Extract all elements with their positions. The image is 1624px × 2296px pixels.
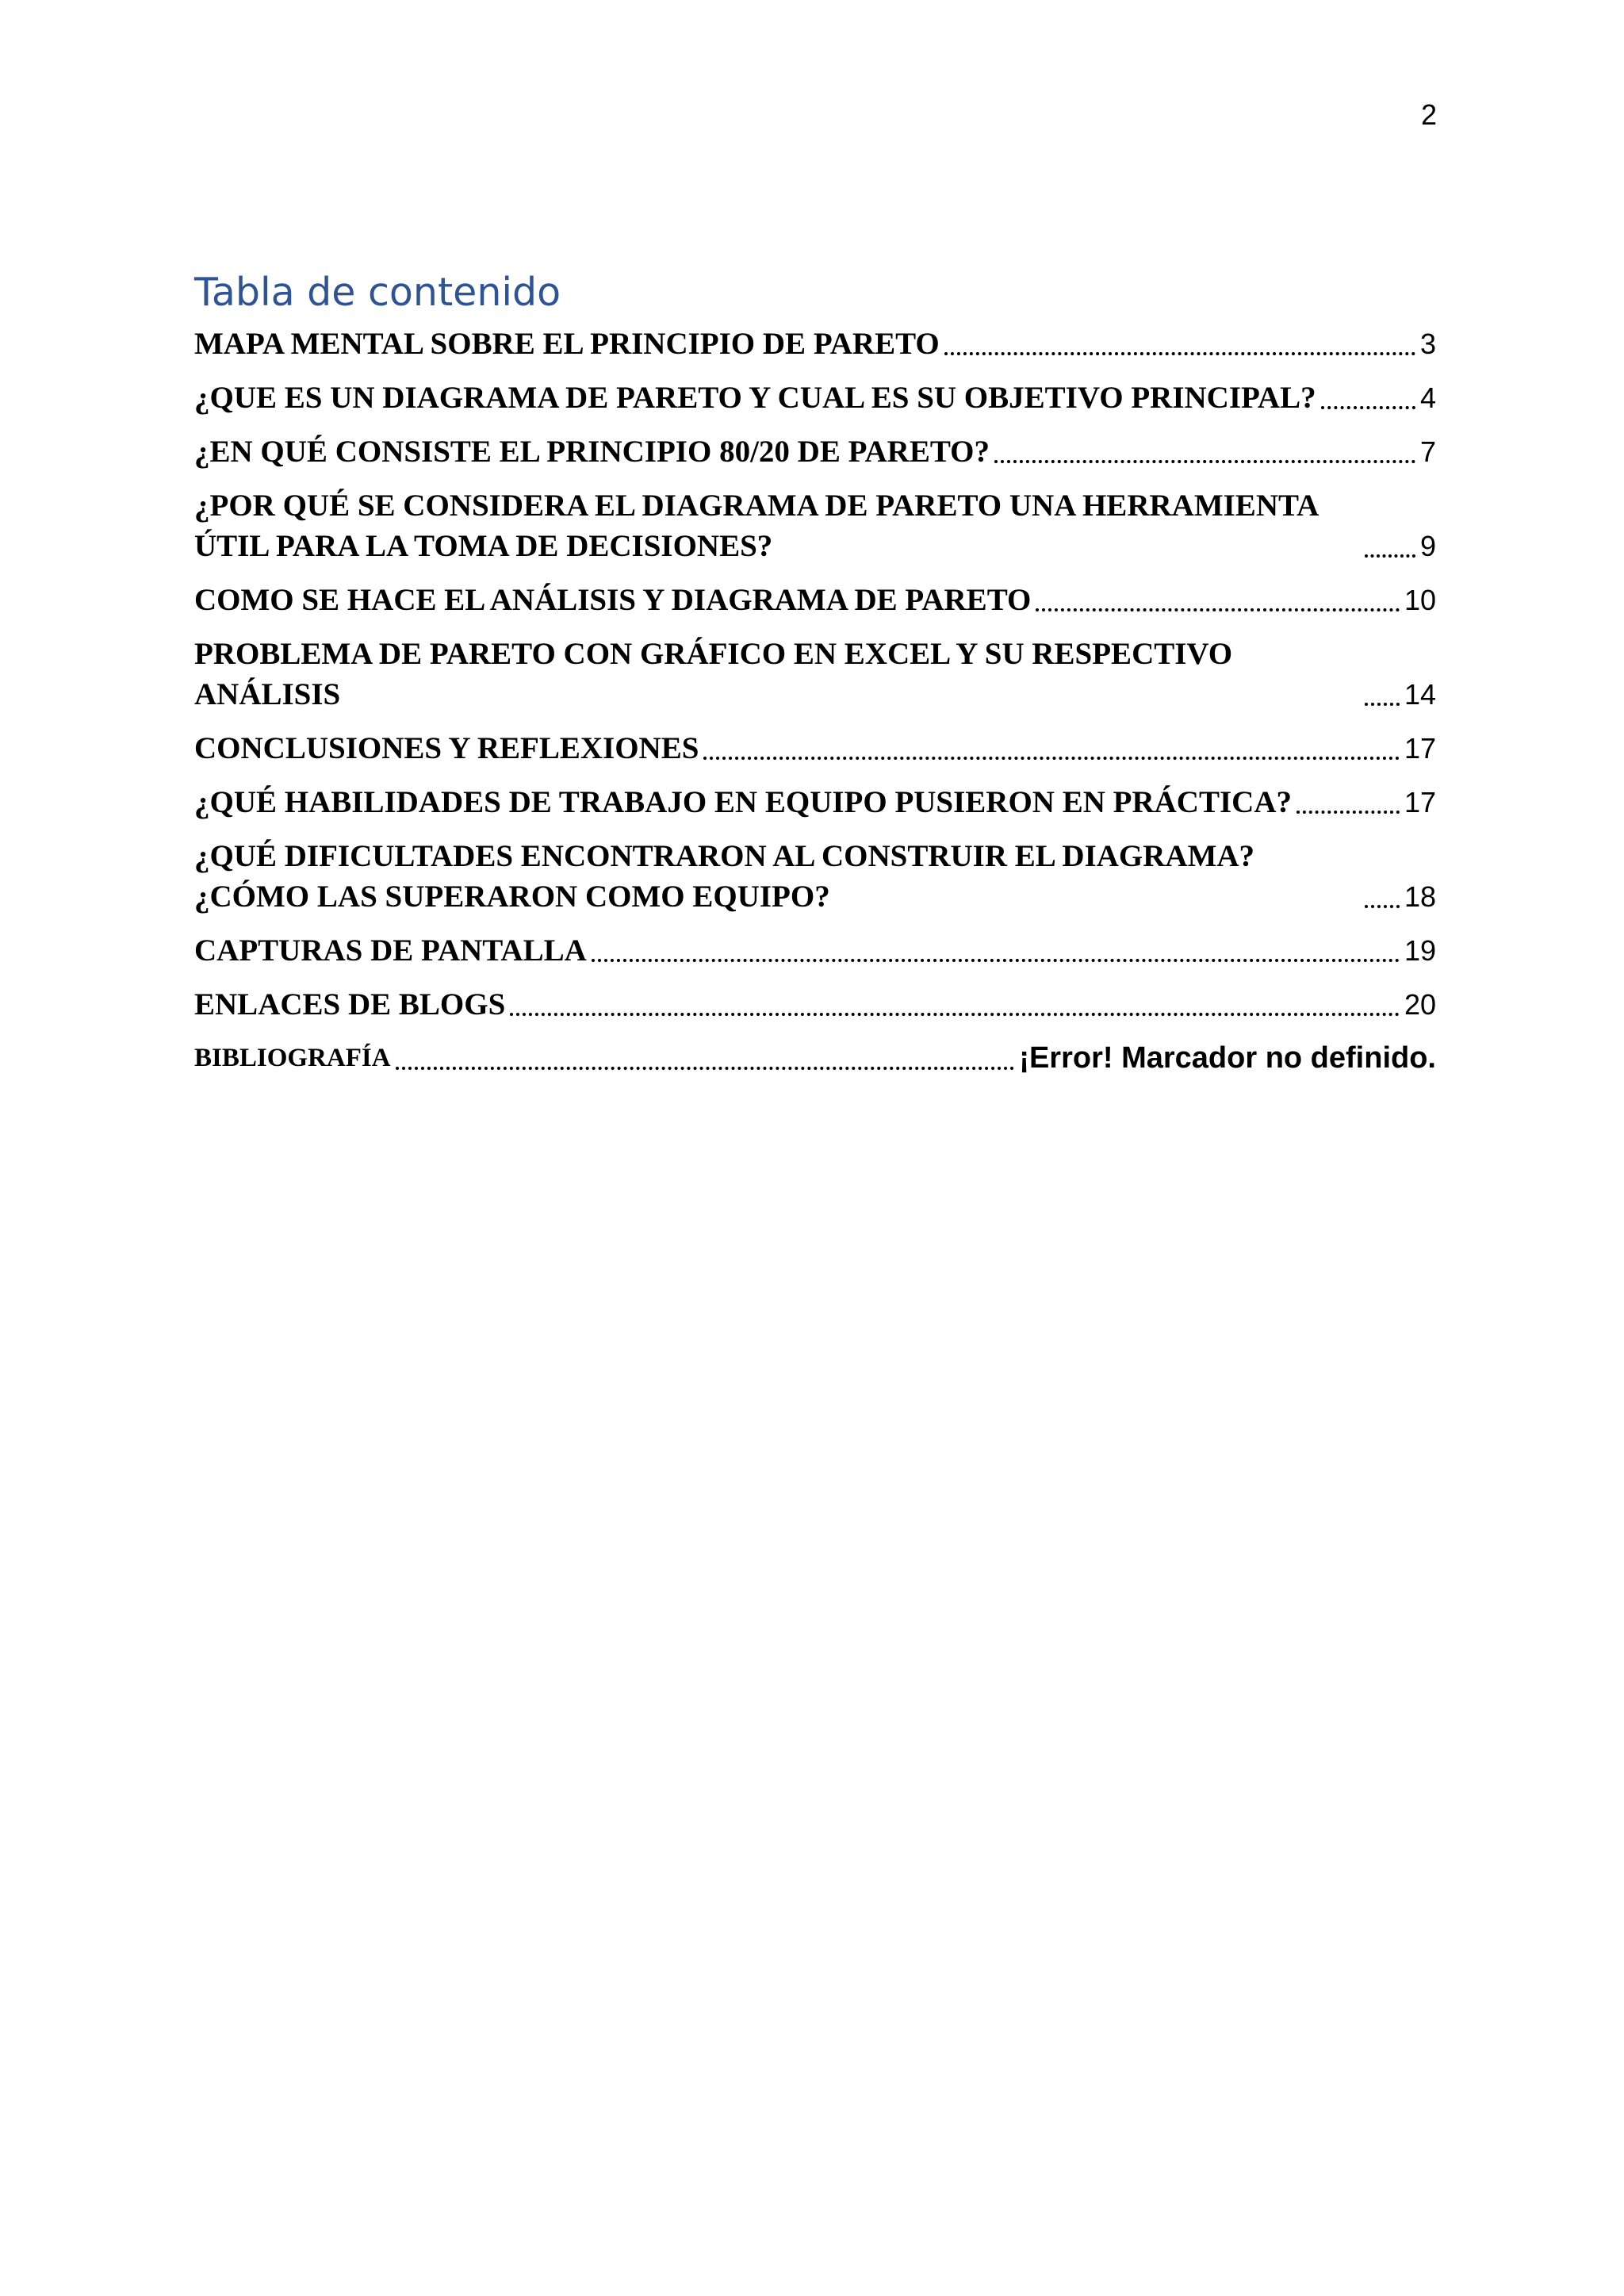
toc-entry-page: 3 [1419, 328, 1436, 360]
toc-entry-title: ¿QUE ES UN DIAGRAMA DE PARETO Y CUAL ES SU OBJETIVO PRINCIPAL? [194, 381, 1316, 415]
toc-leader-dots [703, 757, 1400, 760]
toc-entry-title: MAPA MENTAL SOBRE EL PRINCIPIO DE PARETO [194, 327, 940, 361]
toc-leader-dots [1365, 905, 1400, 908]
toc-entry[interactable] [194, 984, 1436, 1025]
toc-entry[interactable] [194, 930, 1436, 971]
toc-leader-dots [510, 1013, 1400, 1016]
toc-entry-page: 14 [1404, 678, 1436, 711]
toc-entry[interactable] [194, 782, 1436, 822]
page-number: 2 [1420, 98, 1437, 131]
table-of-contents [194, 324, 1436, 1092]
toc-leader-dots [1297, 811, 1400, 814]
toc-entry[interactable] [194, 485, 1436, 566]
toc-leader-dots [1365, 554, 1415, 558]
toc-entry-title: ¿QUÉ DIFICULTADES ENCONTRARON AL CONSTRUIR EL DIAGRAMA? ¿CÓMO LAS SUPERARON COMO EQUIPO? [194, 839, 1255, 914]
toc-entry-title: ENLACES DE BLOGS [194, 987, 506, 1022]
toc-entry-title: CONCLUSIONES Y REFLEXIONES [194, 731, 699, 765]
toc-entry-page: 10 [1404, 584, 1436, 616]
toc-entry-page: 4 [1419, 381, 1436, 414]
toc-entry[interactable] [194, 1038, 1436, 1079]
toc-leader-dots [592, 959, 1400, 962]
toc-entry[interactable] [194, 580, 1436, 620]
toc-entry-title: COMO SE HACE EL ANÁLISIS Y DIAGRAMA DE PARETO [194, 583, 1032, 617]
toc-entry-title: ¿QUÉ HABILIDADES DE TRABAJO EN EQUIPO PUSIERON EN PRÁCTICA? [194, 785, 1292, 819]
toc-entry-title: PROBLEMA DE PARETO CON GRÁFICO EN EXCEL Y SU RESPECTIVO ANÁLISIS [194, 637, 1233, 711]
toc-entry[interactable] [194, 324, 1436, 364]
toc-entry-title: BIBLIOGRAFÍA [194, 1044, 391, 1072]
toc-entry-title: CAPTURAS DE PANTALLA [194, 933, 587, 968]
toc-entry[interactable] [194, 836, 1436, 917]
toc-entry-page: 20 [1404, 988, 1436, 1021]
toc-heading: Tabla de contenido [194, 270, 561, 315]
toc-leader-dots [994, 460, 1415, 463]
toc-leader-dots [1365, 703, 1400, 706]
toc-leader-dots [944, 352, 1415, 355]
toc-leader-dots [396, 1067, 1015, 1070]
toc-entry-title: ¿POR QUÉ SE CONSIDERA EL DIAGRAMA DE PARETO UNA HERRAMIENTA ÚTIL PARA LA TOMA DE DECISIONES? [194, 489, 1318, 563]
toc-entry-page: 9 [1419, 530, 1436, 562]
toc-entry[interactable] [194, 634, 1436, 715]
toc-entry-page: ¡Error! Marcador no definido. [1019, 1041, 1436, 1075]
toc-leader-dots [1321, 406, 1415, 409]
toc-entry-page: 17 [1404, 786, 1436, 818]
toc-entry[interactable] [194, 378, 1436, 418]
toc-entry[interactable] [194, 431, 1436, 472]
toc-entry-page: 19 [1404, 934, 1436, 967]
toc-entry-page: 17 [1404, 732, 1436, 765]
toc-entry[interactable] [194, 728, 1436, 769]
toc-entry-page: 7 [1419, 435, 1436, 468]
toc-leader-dots [1036, 608, 1400, 611]
toc-entry-page: 18 [1404, 880, 1436, 913]
toc-entry-title: ¿EN QUÉ CONSISTE EL PRINCIPIO 80/20 DE PARETO? [194, 435, 990, 469]
